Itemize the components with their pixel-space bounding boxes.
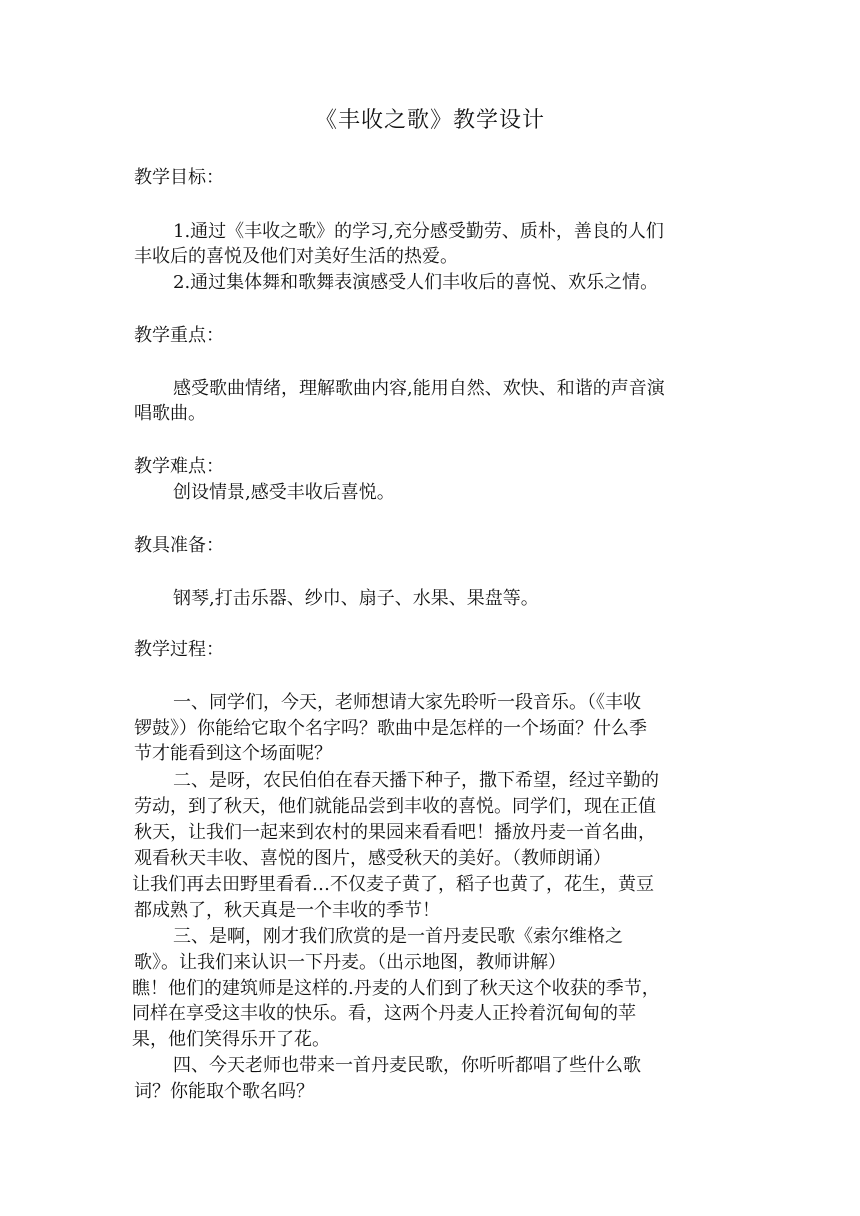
process-line: 让我们再去田野里看看…不仅麦子黄了，稻子也黄了，花生，黄豆 — [132, 874, 654, 895]
process-heading: 教学过程： — [134, 639, 224, 660]
process-line: 瞧！他们的建筑师是这样的.丹麦的人们到了秋天这个收获的季节， — [132, 978, 660, 999]
process-line: 词？你能取个歌名吗？ — [134, 1081, 314, 1102]
document-title: 《丰收之歌》教学设计 — [314, 108, 545, 133]
process-line: 秋天，让我们一起来到农村的果园来看看吧！播放丹麦一首名曲， — [134, 822, 656, 843]
process-line: 一、同学们，今天，老师想请大家先聆听一段音乐。（《丰收 — [173, 692, 641, 713]
prep-line: 钢琴,打击乐器、纱巾、扇子、水果、果盘等。 — [173, 588, 539, 609]
process-line: 三、是啊，刚才我们欣赏的是一首丹麦民歌《索尔维格之 — [173, 926, 623, 947]
goals-line: 丰收后的喜悦及他们对美好生活的热爱。 — [134, 246, 458, 267]
key-points-line: 感受歌曲情绪，理解歌曲内容,能用自然、欢快、和谐的声音演 — [173, 378, 665, 399]
goals-line: 1.通过《丰收之歌》的学习,充分感受勤劳、质朴，善良的人们 — [173, 221, 664, 242]
process-line: 二、是呀，农民伯伯在春天播下种子，撒下希望，经过辛勤的 — [173, 770, 659, 791]
process-line: 同样在享受这丰收的快乐。看，这两个丹麦人正拎着沉甸甸的苹 — [132, 1003, 636, 1024]
process-line: 果，他们笑得乐开了花。 — [132, 1029, 330, 1050]
process-line: 节才能看到这个场面呢？ — [134, 743, 332, 764]
process-line: 劳动，到了秋天，他们就能品尝到丰收的喜悦。同学们，现在正值 — [134, 796, 656, 817]
process-line: 四、今天老师也带来一首丹麦民歌，你听听都唱了些什么歌 — [173, 1055, 641, 1076]
key-points-heading: 教学重点： — [134, 325, 224, 346]
difficulty-line: 创设情景,感受丰收后喜悦。 — [173, 482, 395, 503]
goals-heading: 教学目标： — [134, 167, 224, 188]
process-line: 观看秋天丰收、喜悦的图片，感受秋天的美好。（教师朗诵） — [134, 848, 611, 869]
process-line: 锣鼓》）你能给它取个名字吗？歌曲中是怎样的一个场面？什么季 — [134, 718, 647, 739]
process-line: 都成熟了，秋天真是一个丰收的季节！ — [134, 900, 440, 921]
prep-heading: 教具准备： — [134, 535, 224, 556]
goals-line: 2.通过集体舞和歌舞表演感受人们丰收后的喜悦、欢乐之情。 — [173, 272, 659, 293]
process-line: 歌》。让我们来认识一下丹麦。（出示地图，教师讲解） — [134, 952, 566, 973]
key-points-line: 唱歌曲。 — [134, 403, 206, 424]
difficulty-heading: 教学难点： — [134, 456, 224, 477]
